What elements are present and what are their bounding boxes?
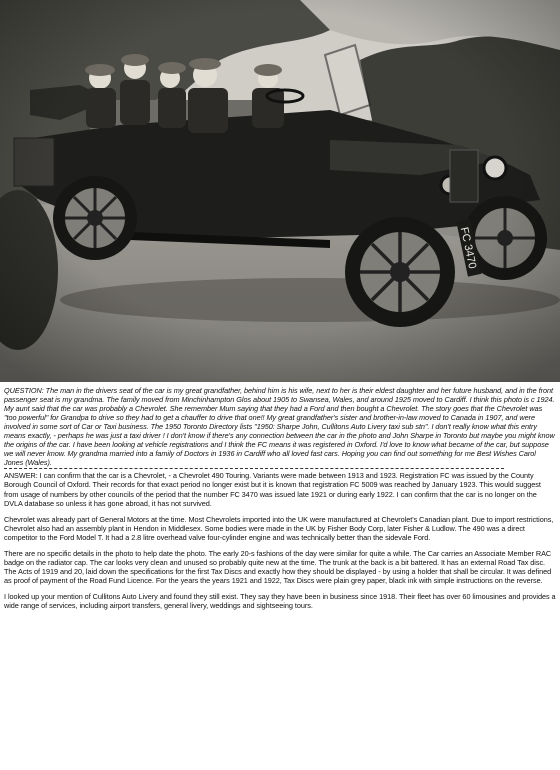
vintage-car-photo [0,0,560,382]
answer-paragraph-3: There are no specific details in the photo to help date the photo. The early 20-s fashions of the day were similar for quite a while. The Car carries an Associate Member RAC badge on the radiator cap. The car looks very clean and unused so probably quite new at the time. The trunk at the back is a bit battered. It has an external Road Tax disc. The Acts of 1919 and 20, laid down the specifications for the first Tax Discs and exactly how they should be displayed - by using a holder that shall be circular. It was defined as proof of payment of the Road Fund Licence. For the years the years 1921 and 1922, Tax Discs were plain grey paper, black ink with simple instructions on the reverse. [4,548,552,585]
answer-section [4,471,556,610]
photo-illustration [0,0,560,382]
answer-paragraph-2: Chevrolet was already part of General Motors at the time. Most Chevrolets imported into the UK were manufactured at Chevrolet's Canadian plant. Due to import restrictions, Chevrolet also had an assembly plant in Hendon in Middlesex. Some bodies were made in the UK by Fisher Body Corp, later Fisher & Ludlow. The 490 was a direct competitor to the Ford Model T. It had a 2.8 litre overhead valve four-cylinder engine and was technically better than the sidevale Ford. [4,514,554,542]
question-paragraph: QUESTION: The man in the drivers seat of the car is my great grandfather, behind him is his wife, next to her is their eldest daughter and her future husband, and in the front passenger seat is my grandma. The family moved from Minchinhampton Glos about 1905 to Swansea, Wales, and around 1925 moved to Cardiff. I think this photo is c 1924. My aunt said that the car was probably a Chevrolet. She remember Mum saying that they had a Ford and then bought a Chevrolet. The story goes that the Chevrolet was "too powerful" for Grandpa to drive so they had to get a chauffer to drive that one!! My great grandfather's sister and brother-in-law moved to Canada in 1907, and were involved in some sort of Car or Taxi business. The 1950 Toronto Directory lists "1950: Sharpe John, Cullitons Auto Livery taxi sub stn". I don't really know what this entry means exactly, - perhaps he was just a taxi driver ! I don't know if there's any connection between the car in the photo and John Sharpe in Toronto but maybe you might know the origins of the car. I have been looking at vehicle registrations and I think the FC means it was registered in Oxford. I'd love to know what became of the car, but suppose we will never know. My grandma married into a family of Doctors in 1936 in Cardiff who all loved fast cars. Hoping you can find out something for me Best Wishes Carol Jones (Wales). [4,386,555,468]
divider [4,468,504,469]
answer-paragraph-4: I looked up your mention of Cullitons Auto Livery and found they still exist. They say they have been in business since 1918. Their fleet has over 60 limousines and provides a wide range of services, including airport transfers, general livery, weddings and sightseeing tours. [4,591,556,610]
article-text [4,386,556,617]
answer-paragraph-1: ANSWER: I can confirm that the car is a Chevrolet, - a Chevrolet 490 Touring. Variants were made between 1913 and 1923. Registration FC was issued by the County Borough Council of Oxford. Their records for that exact period no longer exist but it is known that registration FC 5009 was reached by January 1923. This would suggest from usage of numbers by other councils of the period that the number FC 3470 was issued late 1921 or during early 1922. I can confirm that the car is no longer on the DVLA database so unless it has gone abroad, it has not survived. [4,471,541,508]
